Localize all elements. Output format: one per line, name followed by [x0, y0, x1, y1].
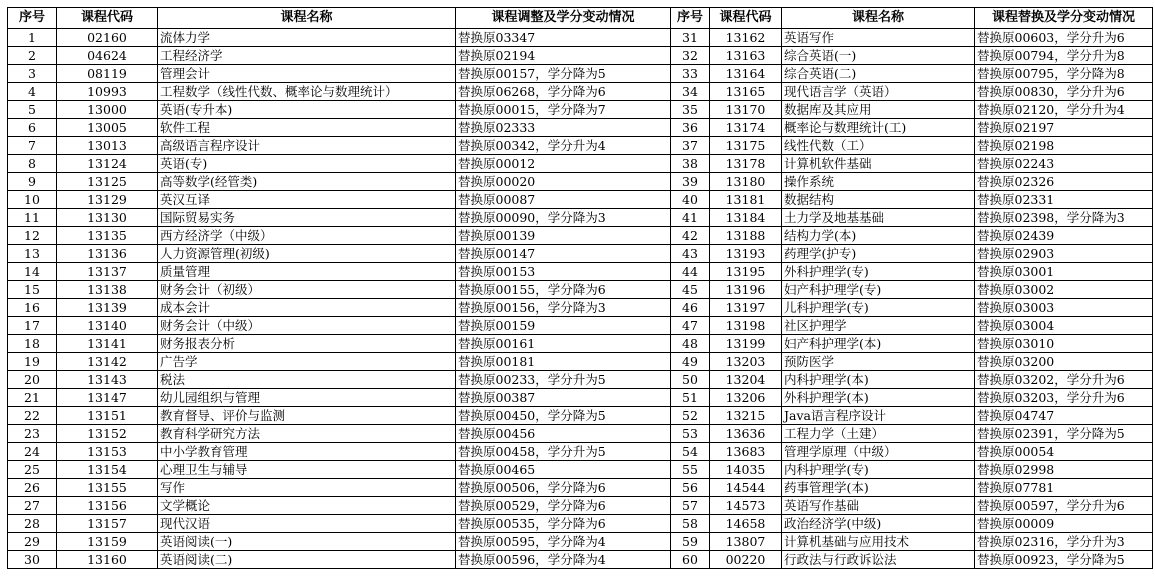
change-cell: 替换原00596，学分降为4 [456, 551, 671, 569]
table-row [8, 263, 1153, 281]
code-cell: 14035 [710, 461, 782, 479]
change-cell: 替换原00830，学分升为6 [975, 83, 1153, 101]
change-cell: 替换原03001 [975, 263, 1153, 281]
name-cell: 中小学教育管理 [158, 443, 456, 461]
header-seq: 序号 [8, 8, 57, 29]
name-cell: 英汉互译 [158, 191, 456, 209]
table-row [8, 191, 1153, 209]
seq-cell: 29 [8, 533, 57, 551]
seq-cell: 43 [671, 245, 710, 263]
header-change: 课程调整及学分变动情况 [456, 8, 671, 29]
name-cell: 软件工程 [158, 119, 456, 137]
name-cell: 税法 [158, 371, 456, 389]
name-cell: 政治经济学(中级) [782, 515, 975, 533]
name-cell: 英语写作 [782, 29, 975, 47]
code-cell: 13195 [710, 263, 782, 281]
name-cell: 成本会计 [158, 299, 456, 317]
code-cell: 13204 [710, 371, 782, 389]
change-cell: 替换原02316，学分升为3 [975, 533, 1153, 551]
change-cell: 替换原02326 [975, 173, 1153, 191]
change-cell: 替换原00529，学分降为6 [456, 497, 671, 515]
header-code: 课程代码 [57, 8, 158, 29]
name-cell: 药事管理学(本) [782, 479, 975, 497]
seq-cell: 35 [671, 101, 710, 119]
change-cell: 替换原00456 [456, 425, 671, 443]
seq-cell: 49 [671, 353, 710, 371]
name-cell: 数据结构 [782, 191, 975, 209]
change-cell: 替换原00794，学分升为8 [975, 47, 1153, 65]
code-cell: 02160 [57, 29, 158, 47]
name-cell: 综合英语(二) [782, 65, 975, 83]
seq-cell: 57 [671, 497, 710, 515]
change-cell: 替换原02120，学分升为4 [975, 101, 1153, 119]
table-row [8, 299, 1153, 317]
name-cell: 文学概论 [158, 497, 456, 515]
code-cell: 13142 [57, 353, 158, 371]
change-cell: 替换原02198 [975, 137, 1153, 155]
name-cell: 土力学及地基基础 [782, 209, 975, 227]
name-cell: 幼儿园组织与管理 [158, 389, 456, 407]
change-cell: 替换原03002 [975, 281, 1153, 299]
name-cell: 英语阅读(二) [158, 551, 456, 569]
code-cell: 13180 [710, 173, 782, 191]
change-cell: 替换原00015，学分降为7 [456, 101, 671, 119]
seq-cell: 26 [8, 479, 57, 497]
change-cell: 替换原00012 [456, 155, 671, 173]
name-cell: 西方经济学（中级） [158, 227, 456, 245]
name-cell: Java语言程序设计 [782, 407, 975, 425]
code-cell: 13124 [57, 155, 158, 173]
code-cell: 13153 [57, 443, 158, 461]
table-row [8, 227, 1153, 245]
seq-cell: 13 [8, 245, 57, 263]
change-cell: 替换原00054 [975, 443, 1153, 461]
table-row [8, 461, 1153, 479]
code-cell: 13203 [710, 353, 782, 371]
seq-cell: 12 [8, 227, 57, 245]
header-name: 课程名称 [158, 8, 456, 29]
change-cell: 替换原03200 [975, 353, 1153, 371]
change-cell: 替换原00595，学分降为4 [456, 533, 671, 551]
change-cell: 替换原00603，学分升为6 [975, 29, 1153, 47]
code-cell: 13159 [57, 533, 158, 551]
seq-cell: 60 [671, 551, 710, 569]
seq-cell: 5 [8, 101, 57, 119]
code-cell: 08119 [57, 65, 158, 83]
change-cell: 替换原00387 [456, 389, 671, 407]
table-row [8, 137, 1153, 155]
name-cell: 英语(专) [158, 155, 456, 173]
code-cell: 13188 [710, 227, 782, 245]
code-cell: 13174 [710, 119, 782, 137]
change-cell: 替换原02903 [975, 245, 1153, 263]
code-cell: 13156 [57, 497, 158, 515]
seq-cell: 27 [8, 497, 57, 515]
code-cell: 13807 [710, 533, 782, 551]
name-cell: 国际贸易实务 [158, 209, 456, 227]
seq-cell: 16 [8, 299, 57, 317]
name-cell: 高等数学(经管类) [158, 173, 456, 191]
code-cell: 13215 [710, 407, 782, 425]
code-cell: 13130 [57, 209, 158, 227]
code-cell: 13151 [57, 407, 158, 425]
change-cell: 替换原00090，学分降为3 [456, 209, 671, 227]
seq-cell: 34 [671, 83, 710, 101]
change-cell: 替换原07781 [975, 479, 1153, 497]
code-cell: 13135 [57, 227, 158, 245]
course-adjustment-table [7, 7, 1153, 569]
seq-cell: 38 [671, 155, 710, 173]
code-cell: 13005 [57, 119, 158, 137]
name-cell: 内科护理学(本) [782, 371, 975, 389]
name-cell: 高级语言程序设计 [158, 137, 456, 155]
name-cell: 财务会计（初级） [158, 281, 456, 299]
change-cell: 替换原02243 [975, 155, 1153, 173]
name-cell: 工程经济学 [158, 47, 456, 65]
code-cell: 13013 [57, 137, 158, 155]
name-cell: 内科护理学(专) [782, 461, 975, 479]
table-row [8, 443, 1153, 461]
table-row [8, 119, 1153, 137]
name-cell: 广告学 [158, 353, 456, 371]
code-cell: 00220 [710, 551, 782, 569]
change-cell: 替换原03202，学分升为6 [975, 371, 1153, 389]
code-cell: 13154 [57, 461, 158, 479]
seq-cell: 17 [8, 317, 57, 335]
code-cell: 13136 [57, 245, 158, 263]
seq-cell: 50 [671, 371, 710, 389]
table-row [8, 407, 1153, 425]
name-cell: 英语阅读(一) [158, 533, 456, 551]
change-cell: 替换原00161 [456, 335, 671, 353]
seq-cell: 8 [8, 155, 57, 173]
table-row [8, 281, 1153, 299]
name-cell: 人力资源管理(初级) [158, 245, 456, 263]
code-cell: 13140 [57, 317, 158, 335]
seq-cell: 30 [8, 551, 57, 569]
change-cell: 替换原00465 [456, 461, 671, 479]
code-cell: 13197 [710, 299, 782, 317]
code-cell: 13143 [57, 371, 158, 389]
seq-cell: 31 [671, 29, 710, 47]
code-cell: 13165 [710, 83, 782, 101]
name-cell: 工程数学（线性代数、概率论与数理统计） [158, 83, 456, 101]
name-cell: 英语写作基础 [782, 497, 975, 515]
name-cell: 现代语言学（英语） [782, 83, 975, 101]
code-cell: 13683 [710, 443, 782, 461]
change-cell: 替换原00597，学分升为6 [975, 497, 1153, 515]
table-row [8, 101, 1153, 119]
name-cell: 流体力学 [158, 29, 456, 47]
code-cell: 13152 [57, 425, 158, 443]
change-cell: 替换原00157，学分降为5 [456, 65, 671, 83]
seq-cell: 1 [8, 29, 57, 47]
table-row [8, 245, 1153, 263]
table-row [8, 479, 1153, 497]
code-cell: 13139 [57, 299, 158, 317]
code-cell: 13170 [710, 101, 782, 119]
name-cell: 结构力学(本) [782, 227, 975, 245]
change-cell: 替换原02998 [975, 461, 1153, 479]
name-cell: 数据库及其应用 [782, 101, 975, 119]
seq-cell: 23 [8, 425, 57, 443]
code-cell: 13125 [57, 173, 158, 191]
table-row [8, 155, 1153, 173]
code-cell: 10993 [57, 83, 158, 101]
code-cell: 13141 [57, 335, 158, 353]
code-cell: 13162 [710, 29, 782, 47]
code-cell: 14544 [710, 479, 782, 497]
name-cell: 妇产科护理学(专) [782, 281, 975, 299]
change-cell: 替换原06268，学分降为6 [456, 83, 671, 101]
code-cell: 13636 [710, 425, 782, 443]
seq-cell: 41 [671, 209, 710, 227]
change-cell: 替换原00155，学分降为6 [456, 281, 671, 299]
table-row [8, 209, 1153, 227]
change-cell: 替换原04747 [975, 407, 1153, 425]
change-cell: 替换原00139 [456, 227, 671, 245]
change-cell: 替换原00450，学分降为5 [456, 407, 671, 425]
name-cell: 计算机软件基础 [782, 155, 975, 173]
change-cell: 替换原00009 [975, 515, 1153, 533]
change-cell: 替换原02398，学分降为3 [975, 209, 1153, 227]
table-row [8, 83, 1153, 101]
change-cell: 替换原00342，学分升为4 [456, 137, 671, 155]
change-cell: 替换原00795，学分降为8 [975, 65, 1153, 83]
code-cell: 13129 [57, 191, 158, 209]
seq-cell: 32 [671, 47, 710, 65]
table-row [8, 371, 1153, 389]
change-cell: 替换原00458，学分升为5 [456, 443, 671, 461]
seq-cell: 22 [8, 407, 57, 425]
change-cell: 替换原02439 [975, 227, 1153, 245]
table-body [8, 29, 1153, 569]
code-cell: 13175 [710, 137, 782, 155]
code-cell: 13164 [710, 65, 782, 83]
seq-cell: 19 [8, 353, 57, 371]
change-cell: 替换原00159 [456, 317, 671, 335]
change-cell: 替换原02194 [456, 47, 671, 65]
seq-cell: 54 [671, 443, 710, 461]
code-cell: 13206 [710, 389, 782, 407]
name-cell: 药理学(护专) [782, 245, 975, 263]
seq-cell: 15 [8, 281, 57, 299]
code-cell: 13160 [57, 551, 158, 569]
code-cell: 14658 [710, 515, 782, 533]
change-cell: 替换原02331 [975, 191, 1153, 209]
seq-cell: 14 [8, 263, 57, 281]
name-cell: 质量管理 [158, 263, 456, 281]
seq-cell: 47 [671, 317, 710, 335]
table-row [8, 497, 1153, 515]
code-cell: 13137 [57, 263, 158, 281]
name-cell: 概率论与数理统计(工) [782, 119, 975, 137]
table-header-row [8, 8, 1153, 29]
seq-cell: 11 [8, 209, 57, 227]
code-cell: 13178 [710, 155, 782, 173]
seq-cell: 33 [671, 65, 710, 83]
name-cell: 操作系统 [782, 173, 975, 191]
seq-cell: 55 [671, 461, 710, 479]
name-cell: 管理会计 [158, 65, 456, 83]
seq-cell: 10 [8, 191, 57, 209]
seq-cell: 24 [8, 443, 57, 461]
seq-cell: 25 [8, 461, 57, 479]
seq-cell: 9 [8, 173, 57, 191]
code-cell: 13138 [57, 281, 158, 299]
change-cell: 替换原03347 [456, 29, 671, 47]
name-cell: 财务报表分析 [158, 335, 456, 353]
code-cell: 13000 [57, 101, 158, 119]
change-cell: 替换原00535，学分降为6 [456, 515, 671, 533]
name-cell: 外科护理学(本) [782, 389, 975, 407]
seq-cell: 21 [8, 389, 57, 407]
seq-cell: 42 [671, 227, 710, 245]
seq-cell: 3 [8, 65, 57, 83]
change-cell: 替换原03203，学分升为6 [975, 389, 1153, 407]
header-seq-2: 序号 [671, 8, 710, 29]
name-cell: 教育科学研究方法 [158, 425, 456, 443]
name-cell: 现代汉语 [158, 515, 456, 533]
code-cell: 13198 [710, 317, 782, 335]
code-cell: 04624 [57, 47, 158, 65]
seq-cell: 52 [671, 407, 710, 425]
code-cell: 13157 [57, 515, 158, 533]
name-cell: 管理学原理（中级） [782, 443, 975, 461]
code-cell: 13199 [710, 335, 782, 353]
name-cell: 线性代数（工） [782, 137, 975, 155]
header-name-2: 课程名称 [782, 8, 975, 29]
name-cell: 心理卫生与辅导 [158, 461, 456, 479]
change-cell: 替换原03003 [975, 299, 1153, 317]
name-cell: 计算机基础与应用技术 [782, 533, 975, 551]
seq-cell: 40 [671, 191, 710, 209]
change-cell: 替换原00020 [456, 173, 671, 191]
change-cell: 替换原00156，学分降为3 [456, 299, 671, 317]
table-row [8, 353, 1153, 371]
change-cell: 替换原02391，学分降为5 [975, 425, 1153, 443]
name-cell: 儿科护理学(专) [782, 299, 975, 317]
seq-cell: 44 [671, 263, 710, 281]
name-cell: 财务会计（中级） [158, 317, 456, 335]
table-row [8, 173, 1153, 191]
table-row [8, 317, 1153, 335]
seq-cell: 45 [671, 281, 710, 299]
seq-cell: 7 [8, 137, 57, 155]
seq-cell: 18 [8, 335, 57, 353]
name-cell: 外科护理学(专) [782, 263, 975, 281]
seq-cell: 28 [8, 515, 57, 533]
table-row [8, 533, 1153, 551]
seq-cell: 58 [671, 515, 710, 533]
code-cell: 13193 [710, 245, 782, 263]
change-cell: 替换原02333 [456, 119, 671, 137]
seq-cell: 39 [671, 173, 710, 191]
header-change-2: 课程替换及学分变动情况 [975, 8, 1153, 29]
seq-cell: 6 [8, 119, 57, 137]
change-cell: 替换原00923，学分降为5 [975, 551, 1153, 569]
table-row [8, 29, 1153, 47]
seq-cell: 4 [8, 83, 57, 101]
table-row [8, 335, 1153, 353]
table-row [8, 389, 1153, 407]
name-cell: 工程力学（土建） [782, 425, 975, 443]
name-cell: 社区护理学 [782, 317, 975, 335]
name-cell: 预防医学 [782, 353, 975, 371]
code-cell: 13147 [57, 389, 158, 407]
code-cell: 13155 [57, 479, 158, 497]
code-cell: 13163 [710, 47, 782, 65]
change-cell: 替换原00153 [456, 263, 671, 281]
code-cell: 14573 [710, 497, 782, 515]
seq-cell: 53 [671, 425, 710, 443]
change-cell: 替换原03010 [975, 335, 1153, 353]
change-cell: 替换原00506，学分降为6 [456, 479, 671, 497]
seq-cell: 37 [671, 137, 710, 155]
change-cell: 替换原03004 [975, 317, 1153, 335]
code-cell: 13181 [710, 191, 782, 209]
name-cell: 妇产科护理学(本) [782, 335, 975, 353]
change-cell: 替换原00087 [456, 191, 671, 209]
seq-cell: 2 [8, 47, 57, 65]
seq-cell: 59 [671, 533, 710, 551]
table-row [8, 65, 1153, 83]
change-cell: 替换原00181 [456, 353, 671, 371]
seq-cell: 46 [671, 299, 710, 317]
name-cell: 教育督导、评价与监测 [158, 407, 456, 425]
name-cell: 英语(专升本) [158, 101, 456, 119]
table-row [8, 425, 1153, 443]
change-cell: 替换原00233，学分升为5 [456, 371, 671, 389]
seq-cell: 48 [671, 335, 710, 353]
table-row [8, 551, 1153, 569]
seq-cell: 36 [671, 119, 710, 137]
name-cell: 行政法与行政诉讼法 [782, 551, 975, 569]
table-row [8, 515, 1153, 533]
change-cell: 替换原02197 [975, 119, 1153, 137]
table-row [8, 47, 1153, 65]
code-cell: 13196 [710, 281, 782, 299]
header-code-2: 课程代码 [710, 8, 782, 29]
name-cell: 写作 [158, 479, 456, 497]
seq-cell: 20 [8, 371, 57, 389]
seq-cell: 56 [671, 479, 710, 497]
change-cell: 替换原00147 [456, 245, 671, 263]
seq-cell: 51 [671, 389, 710, 407]
code-cell: 13184 [710, 209, 782, 227]
name-cell: 综合英语(一) [782, 47, 975, 65]
